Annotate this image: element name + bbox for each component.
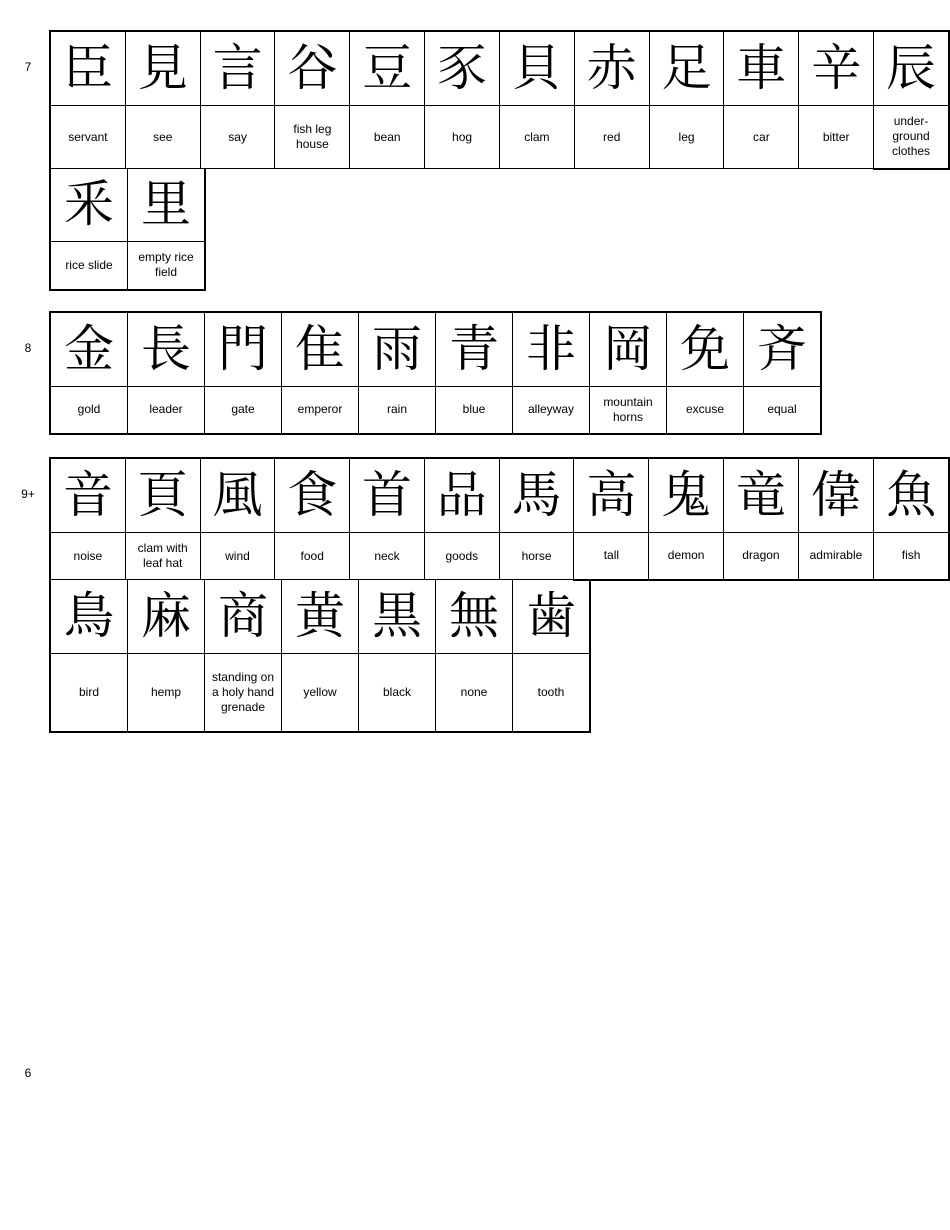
kanji-cell: 食 — [275, 458, 350, 533]
gloss-cell: gate — [205, 387, 282, 434]
gloss-cell: neck — [350, 533, 425, 580]
gloss-cell: black — [359, 654, 436, 732]
kanji-cell: 馬 — [499, 458, 574, 533]
gloss-cell: dragon — [724, 533, 799, 580]
radical-table-9plus-cont — [49, 580, 591, 733]
gloss-cell: mountain horns — [590, 387, 667, 434]
gloss-cell: tooth — [513, 654, 591, 732]
kanji-cell: 風 — [200, 458, 275, 533]
gloss-cell: horse — [499, 533, 574, 580]
gloss-cell: blue — [436, 387, 513, 434]
kanji-cell: 頁 — [125, 458, 200, 533]
kanji-cell: 歯 — [513, 580, 591, 654]
kanji-cell: 黒 — [359, 580, 436, 654]
gloss-cell: servant — [50, 106, 125, 169]
gloss-cell: clam — [499, 106, 574, 169]
gloss-cell: hemp — [128, 654, 205, 732]
section-label-8: 8 — [24, 341, 32, 355]
gloss-cell: leader — [128, 387, 205, 434]
kanji-cell: 鳥 — [50, 580, 128, 654]
kanji-cell: 偉 — [798, 458, 873, 533]
kanji-cell: 臣 — [50, 31, 125, 106]
gloss-cell: rice slide — [50, 242, 128, 290]
kanji-cell: 黄 — [282, 580, 359, 654]
radical-table-8 — [49, 311, 822, 435]
kanji-cell: 金 — [50, 312, 128, 387]
section-label-9plus: 9+ — [21, 487, 35, 501]
kanji-cell: 非 — [513, 312, 590, 387]
kanji-cell: 赤 — [574, 31, 649, 106]
kanji-cell: 品 — [424, 458, 499, 533]
gloss-cell: equal — [744, 387, 822, 434]
kanji-cell: 里 — [128, 168, 206, 242]
kanji-cell: 青 — [436, 312, 513, 387]
radical-table-9plus — [49, 457, 950, 581]
kanji-cell: 免 — [667, 312, 744, 387]
kanji-cell: 見 — [125, 31, 200, 106]
kanji-cell: 谷 — [275, 31, 350, 106]
gloss-cell: wind — [200, 533, 275, 580]
kanji-cell: 高 — [574, 458, 649, 533]
kanji-cell: 釆 — [50, 168, 128, 242]
kanji-cell: 足 — [649, 31, 724, 106]
kanji-cell: 麻 — [128, 580, 205, 654]
gloss-cell: see — [125, 106, 200, 169]
gloss-cell: excuse — [667, 387, 744, 434]
gloss-cell: alleyway — [513, 387, 590, 434]
kanji-cell: 商 — [205, 580, 282, 654]
kanji-cell: 無 — [436, 580, 513, 654]
kanji-cell: 辛 — [799, 31, 874, 106]
kanji-cell: 音 — [50, 458, 125, 533]
gloss-cell: bean — [350, 106, 425, 169]
gloss-cell: hog — [425, 106, 500, 169]
gloss-cell: leg — [649, 106, 724, 169]
kanji-cell: 竜 — [724, 458, 799, 533]
kanji-cell: 辰 — [874, 31, 949, 106]
kanji-cell: 車 — [724, 31, 799, 106]
gloss-cell: bitter — [799, 106, 874, 169]
gloss-cell: clam with leaf hat — [125, 533, 200, 580]
kanji-cell: 首 — [350, 458, 425, 533]
gloss-cell: gold — [50, 387, 128, 434]
kanji-cell: 門 — [205, 312, 282, 387]
gloss-cell: admirable — [798, 533, 873, 580]
gloss-cell: bird — [50, 654, 128, 732]
gloss-cell: standing on a holy hand grenade — [205, 654, 282, 732]
gloss-cell: fish leg house — [275, 106, 350, 169]
gloss-cell: empty rice field — [128, 242, 206, 290]
kanji-cell: 魚 — [874, 458, 949, 533]
kanji-cell: 斉 — [744, 312, 822, 387]
gloss-cell: rain — [359, 387, 436, 434]
section-label-6: 6 — [24, 1066, 32, 1080]
kanji-cell: 豆 — [350, 31, 425, 106]
kanji-cell: 言 — [200, 31, 275, 106]
gloss-cell: goods — [424, 533, 499, 580]
gloss-cell: food — [275, 533, 350, 580]
gloss-cell: under-ground clothes — [874, 106, 949, 169]
kanji-cell: 岡 — [590, 312, 667, 387]
gloss-cell: yellow — [282, 654, 359, 732]
kanji-cell: 隹 — [282, 312, 359, 387]
kanji-cell: 長 — [128, 312, 205, 387]
radical-table-7-cont — [49, 168, 206, 291]
gloss-cell: emperor — [282, 387, 359, 434]
radical-table-7 — [49, 30, 950, 170]
gloss-cell: noise — [50, 533, 125, 580]
kanji-cell: 鬼 — [649, 458, 724, 533]
gloss-cell: fish — [874, 533, 949, 580]
gloss-cell: car — [724, 106, 799, 169]
gloss-cell: none — [436, 654, 513, 732]
gloss-cell: red — [574, 106, 649, 169]
kanji-cell: 貝 — [499, 31, 574, 106]
gloss-cell: say — [200, 106, 275, 169]
kanji-cell: 豕 — [425, 31, 500, 106]
gloss-cell: tall — [574, 533, 649, 580]
gloss-cell: demon — [649, 533, 724, 580]
section-label-7: 7 — [24, 60, 32, 74]
kanji-cell: 雨 — [359, 312, 436, 387]
